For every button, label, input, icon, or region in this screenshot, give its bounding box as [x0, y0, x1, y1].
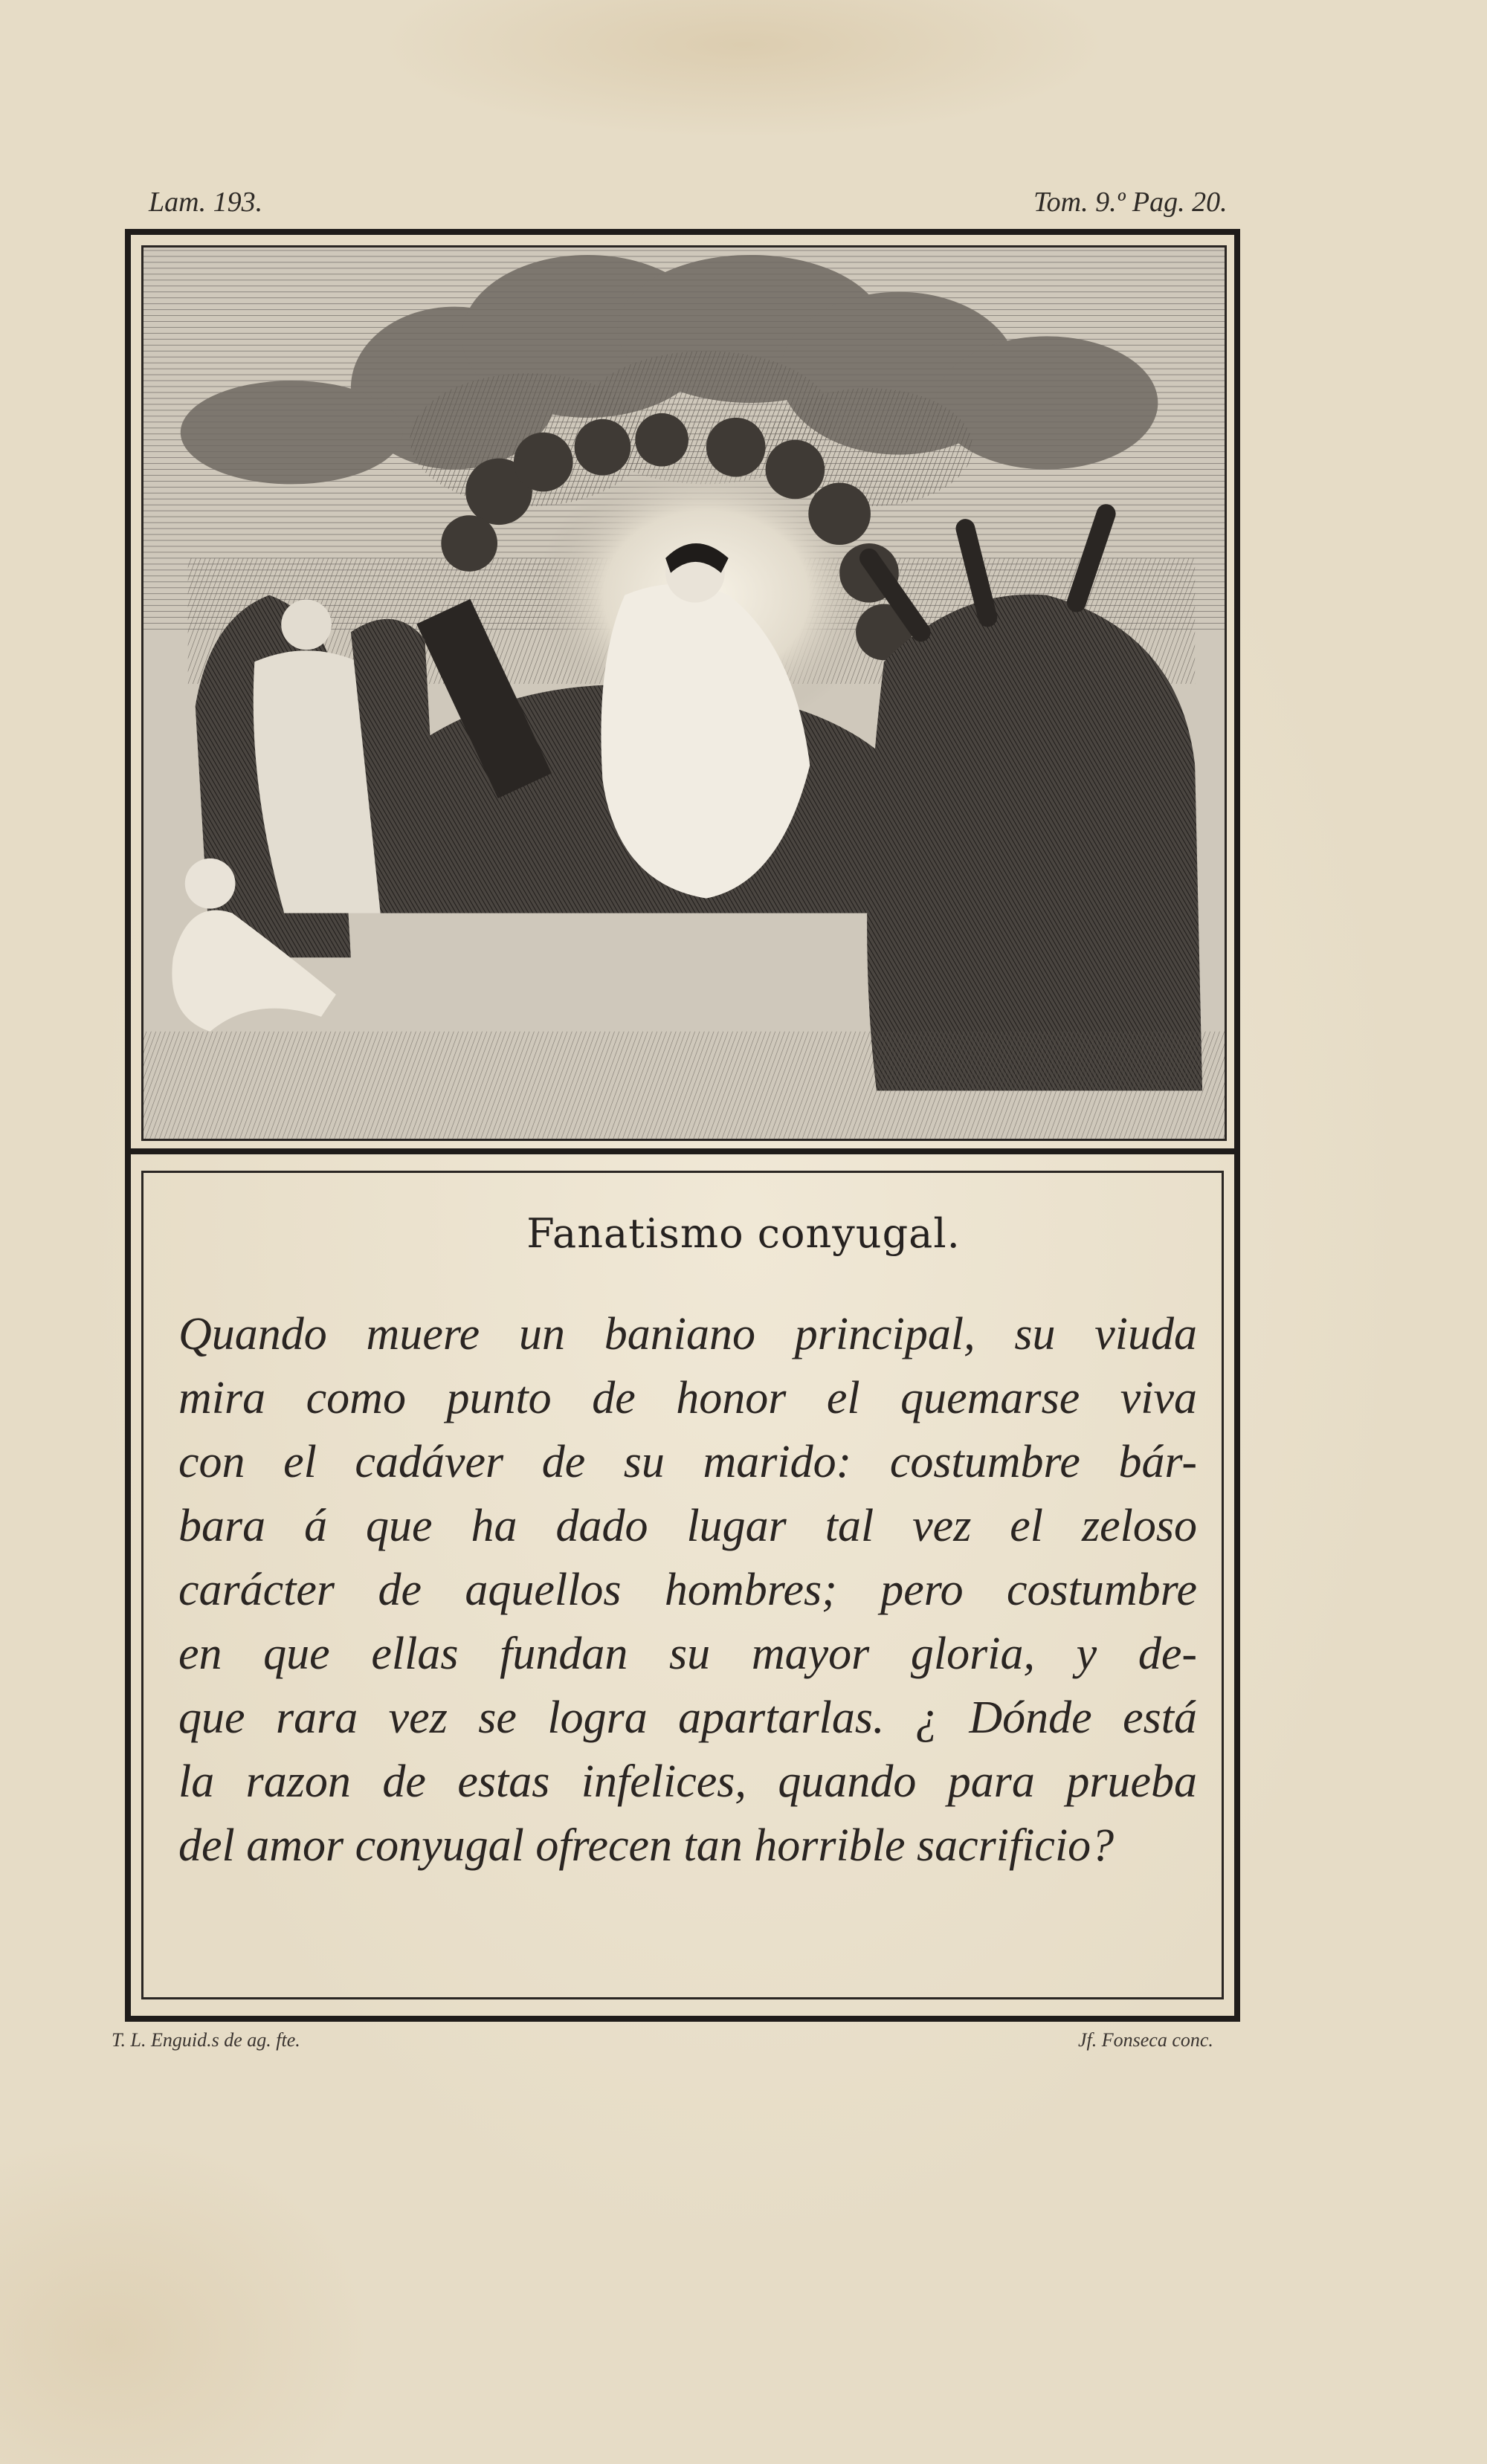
engraving-illustration [143, 248, 1225, 1139]
caption-line: Quando muere un baniano principal, su viuda [178, 1309, 1197, 1359]
volume-page-reference: Tom. 9.º Pag. 20. [1033, 187, 1228, 218]
illustration-panel [141, 245, 1227, 1141]
caption-line: la razon de estas infelices, quando para prueba [178, 1756, 1197, 1807]
caption-line: mira como punto de honor el quemarse viva [178, 1373, 1197, 1423]
caption-line: bara á que ha dado lugar tal vez el zeloso [178, 1501, 1197, 1551]
engraver-credit: Jf. Fonseca conc. [1078, 2029, 1213, 2051]
artist-credit: T. L. Enguid.s de ag. fte. [112, 2029, 300, 2051]
caption-line: que rara vez se logra apartarlas. ¿ Dónde está [178, 1692, 1197, 1743]
caption-line: con el cadáver de su marido: costumbre bár- [178, 1437, 1197, 1487]
caption-line: carácter de aquellos hombres; pero costumbre [178, 1565, 1197, 1615]
caption-body [178, 1302, 1197, 1878]
panel-divider [125, 1148, 1240, 1154]
caption-line: del amor conyugal ofrecen tan horrible sacrificio? [178, 1820, 1115, 1871]
caption-title: Fanatismo conyugal. [526, 1210, 961, 1257]
caption-line: en que ellas fundan su mayor gloria, y de- [178, 1629, 1197, 1679]
plate-number: Lam. 193. [149, 187, 263, 218]
